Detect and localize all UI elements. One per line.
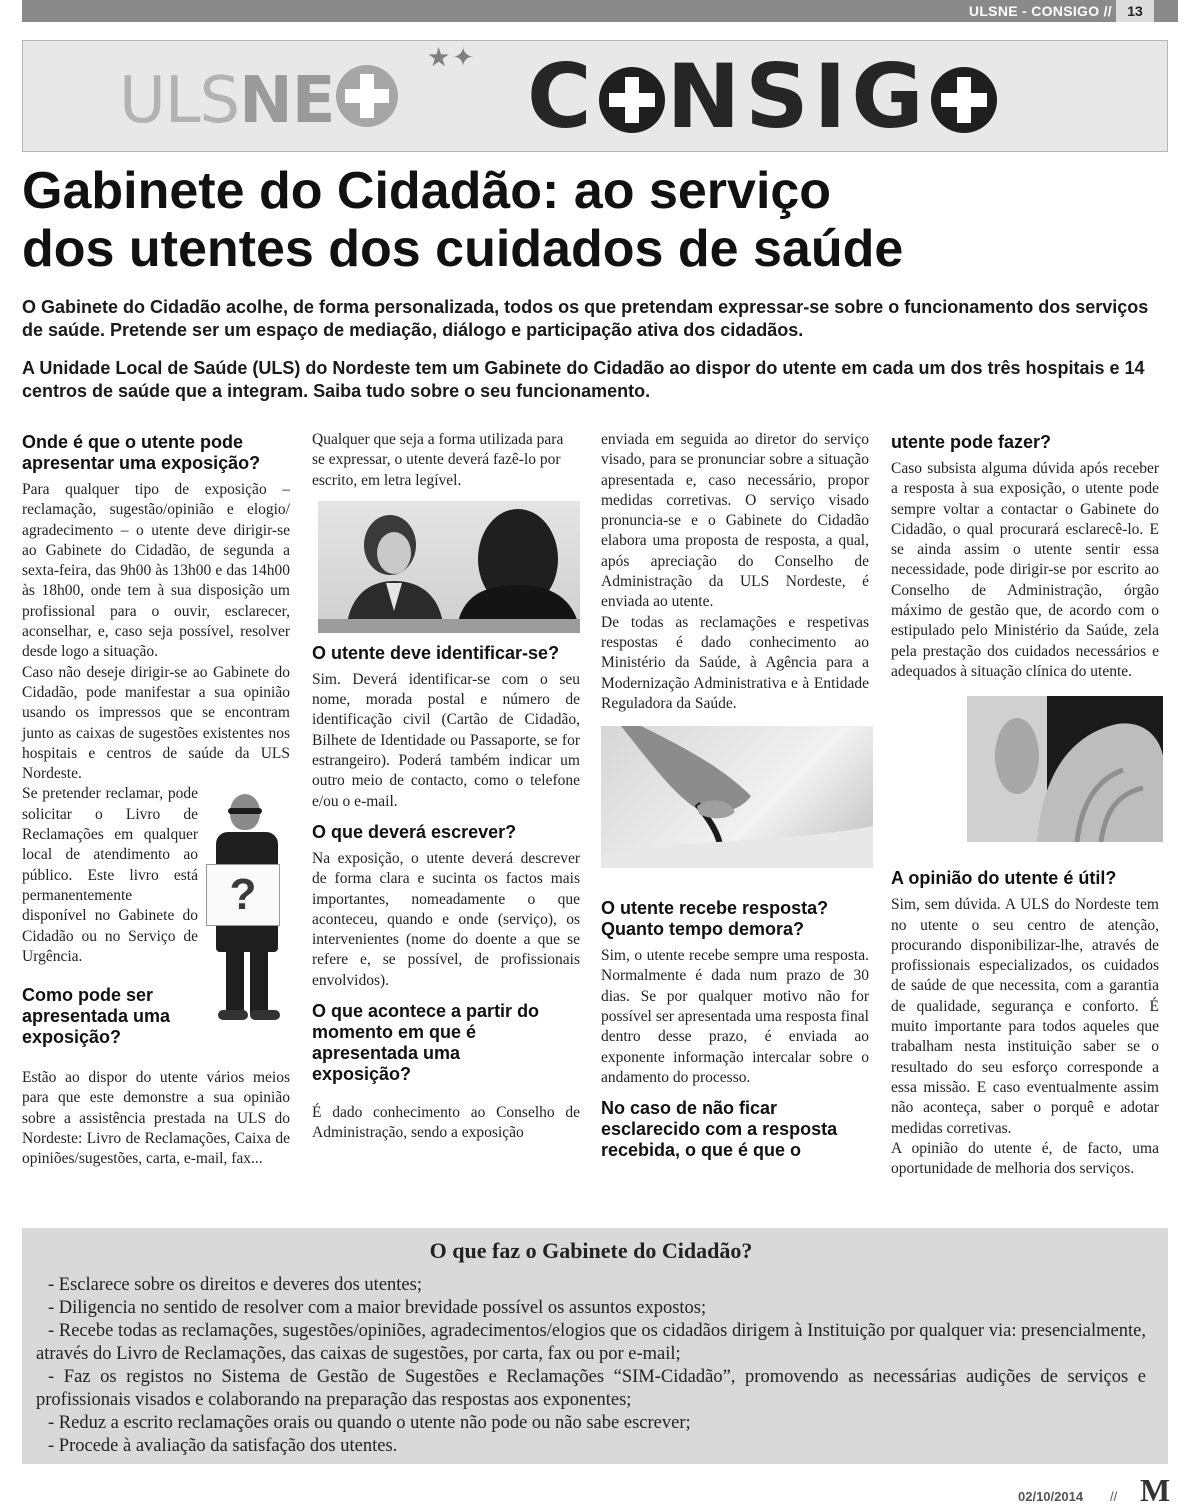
body-paragraph: enviada em seguida ao diretor do serviço visado, para se pronunciar sobre a situação apresentada e, caso necessário, propor medidas corretivas. O serviço visado pronuncia-se e o Gabinete do Cidadão elabora uma proposta de resposta, a qual, após apreciação do Conselho de Administração da ULS Nordeste, é enviada ao utente.: [601, 431, 869, 611]
box-title: O que faz o Gabinete do Cidadão?: [429, 1238, 753, 1263]
question-heading: Onde é que o utente pode apresentar uma exposição?: [22, 432, 261, 473]
list-item: - Esclarece sobre os direitos e deveres dos utentes;: [48, 1275, 422, 1295]
question-heading: O utente deve identificar-se?: [312, 642, 560, 663]
stars-icon: ★✦: [427, 43, 477, 72]
question-heading: utente pode fazer?: [891, 432, 1052, 452]
listening-ear-photo: [967, 696, 1163, 842]
health-cross-icon: [931, 67, 997, 133]
consigo-logo: C NSIG: [527, 53, 999, 141]
section-header-bar: [22, 0, 1178, 22]
body-paragraph: Sim. Deverá identificar-se com o seu nome, morada postal e número de identificação civil (Cartão de Cidadão, Bilhete de Identidade ou Passaporte, se for estrangeiro). Poderá também indicar um outro meio de contacto, como o telefone e/ou o e-mail.: [312, 670, 580, 810]
body-paragraph: Estão ao dispor do utente vários meios para que este demonstre a sua opinião sobre a assistência prestada na ULS do Nordeste: Livro de Reclamações, Caixa de opiniões/sugestões, carta, e-mail, fax...: [22, 1069, 290, 1168]
footer-separator: //: [1110, 1489, 1118, 1504]
uls-ne-logo: ULSNE: [119, 65, 400, 133]
body-paragraph: Se pretender reclamar, pode solicitar o Livro de Reclamações em qualquer local de atendimento ao público. Este livro está permanentemente disponível no Gabinete do Cidadão ou no Serviço de Urgência.: [22, 785, 198, 965]
hand-pen-illustration: [601, 726, 873, 868]
column-3: [601, 430, 869, 1167]
question-heading: O que deverá escrever?: [312, 821, 517, 842]
ear-hand-illustration: [967, 696, 1163, 842]
section-label: ULSNE - CONSIGO //: [968, 3, 1112, 19]
list-item: - Faz os registos no Sistema de Gestão de Sugestões e Reclamações “SIM-Cidadão”, promovendo as necessárias audições de serviços e profissionais visados e colaborando na preparação das respostas aos exponentes;: [36, 1367, 1146, 1410]
body-paragraph: Caso não deseje dirigir-se ao Gabinete do Cidadão, pode manifestar a sua opinião usando os impressos que se encontram junto as caixas de sugestões existentes nos hospitais e centros de saúde da ULS Nordeste.: [22, 663, 290, 783]
body-paragraph: Na exposição, o utente deverá descrever de forma clara e sucinta os factos mais importantes, nomeadamente o que aconteceu, quando e onde (serviço), os intervenientes (nome do doente a que se refere e, se possível, de profissionais envolvidos).: [312, 849, 580, 989]
question-heading: No caso de não ficar esclarecido com a resposta recebida, o que é que o: [601, 1098, 838, 1161]
question-heading: A opinião do utente é útil?: [891, 868, 1117, 889]
page-number: 13: [1116, 0, 1154, 22]
body-paragraph: Sim, o utente recebe sempre uma resposta. Normalmente é dada num prazo de 30 dias. Se por qualquer motivo não for possível ser apresentada uma resposta final dentro desse prazo, é enviada ao exponente informação intercalar sobre o andamento do processo.: [601, 947, 869, 1086]
body-paragraph: A opinião do utente é, de facto, uma oportunidade de melhoria dos serviços.: [891, 1139, 1159, 1178]
writing-hand-photo: [601, 726, 873, 868]
man-question-sign-photo: [204, 788, 294, 1020]
question-heading: Como pode ser apresentada uma exposição?: [22, 985, 171, 1048]
gabinete-functions-box: [22, 1228, 1168, 1464]
lead-paragraph: A Unidade Local de Saúde (ULS) do Nordeste tem um Gabinete do Cidadão ao dispor do utente em cada um dos três hospitais e 14 centros de saúde que a integram. Saiba tudo sobre o seu funcionamento.: [22, 358, 1145, 401]
column-4: [891, 430, 1159, 1179]
health-cross-icon: [599, 67, 665, 133]
question-mark-sign: ?: [206, 864, 280, 926]
body-paragraph: Caso subsista alguma dúvida após receber a resposta à sua exposição, o utente pode sempre voltar a contactar o Gabinete do Cidadão, o qual procurará esclarecê-lo. E se ainda assim o utente sentir essa necessidade, pode dirigir-se por escrito ao Conselho de Administração, órgão máximo de gestão que, de acordo com o estipulado pelo Ministério da Saúde, zela pela prestação dos cuidados necessários e adequados à situação clínica do utente.: [891, 460, 1159, 680]
column-2: [312, 430, 580, 1144]
masthead-logo: [22, 40, 1168, 152]
body-paragraph: De todas as reclamações e respetivas respostas é dado conhecimento ao Ministério da Saúde, à Agência para a Modernização Administrativa e à Entidade Reguladora da Saúde.: [601, 613, 869, 712]
body-paragraph: É dado conhecimento ao Conselho de Administração, sendo a exposição: [312, 1104, 580, 1142]
body-paragraph: Para qualquer tipo de exposição – reclamação, sugestão/opinião e elogio/ agradecimento – o utente deve dirigir-se ao Gabinete do Cidadão, de segunda a sexta-feira, das 9h00 às 13h00 e das 14h00 às 18h00, onde tem à sua disposição um profissional para o ouvir, esclarecer, aconselhar, e, caso seja possível, resolver desde logo a situação.: [22, 481, 290, 661]
meeting-illustration: [318, 501, 580, 633]
list-item: - Recebe todas as reclamações, sugestões/opiniões, agradecimentos/elogios que os cidadãos dirigem à Instituição por qualquer via: presencialmente, através do Livro de Reclamações, das caixas de sugestões, por carta, fax ou por e-mail;: [36, 1321, 1146, 1364]
issue-date: 02/10/2014: [1018, 1489, 1084, 1504]
question-heading: O utente recebe resposta? Quanto tempo demora?: [601, 898, 829, 940]
list-item: - Reduz a escrito reclamações orais ou quando o utente não pode ou não sabe escrever;: [48, 1413, 691, 1433]
lead-paragraph: O Gabinete do Cidadão acolhe, de forma personalizada, todos os que pretendam expressar-se sobre o funcionamento dos serviços de saúde. Pretende ser um espaço de mediação, diálogo e participação ativa dos cidadãos.: [22, 297, 1149, 340]
body-paragraph: Qualquer que seja a forma utilizada para se expressar, o utente deverá fazê-lo por escrito, em letra legível.: [312, 431, 564, 489]
list-item: - Diligencia no sentido de resolver com a maior brevidade possível os assuntos expostos;: [48, 1298, 707, 1318]
consultation-photo: [318, 501, 580, 633]
publication-logo: M: [1140, 1472, 1171, 1508]
article-headline: Gabinete do Cidadão: ao serviço dos utentes dos cuidados de saúde: [22, 162, 904, 278]
column-1: [22, 430, 290, 1170]
list-item: - Procede à avaliação da satisfação dos utentes.: [48, 1436, 398, 1456]
body-paragraph: Sim, sem dúvida. A ULS do Nordeste tem no utente o seu centro de atenção, procurando disponibilizar-lhe, através de profissionais especializados, os cuidados de saúde de que necessita, com a garantia de qualidade, segurança e conforto. É muito importante para todos aqueles que trabalham nesta instituição saber se o resultado do seu esforço corresponde a essa missão. E caso eventualmente assim não aconteça, saber o porquê e adotar medidas corretivas.: [891, 896, 1159, 1137]
health-cross-icon: [336, 65, 398, 127]
question-heading: O que acontece a partir do momento em que é apresentada uma exposição?: [312, 1001, 540, 1085]
